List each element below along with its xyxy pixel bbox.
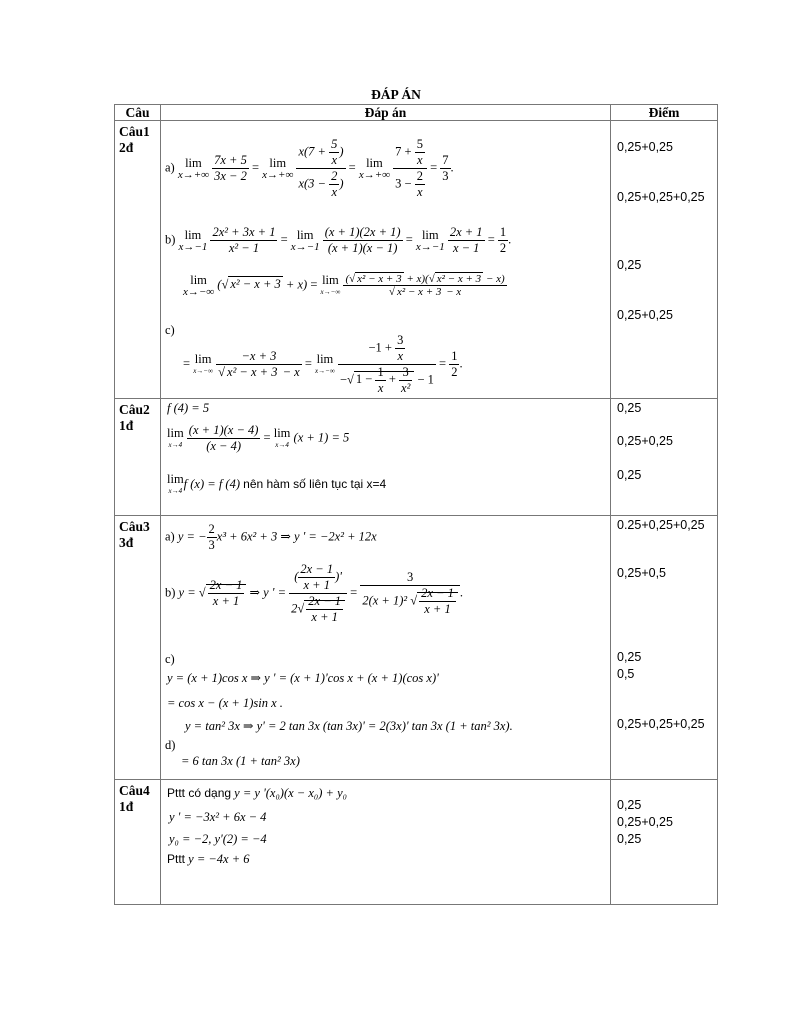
answer-3c-label	[165, 652, 175, 667]
score: 0,5	[617, 667, 635, 681]
question-label: Câu2 1đ	[115, 399, 161, 516]
table-row	[115, 121, 718, 399]
answer-1c-line1: lim x→−∞ (√ x² − x + 3 + x) = lim x→−∞ $\frac{\text{(√ x² − x + 3 + x)(√ x² − x + 3 − x)}}{\text{√ x² − x + 3 − x}}$	[183, 272, 505, 298]
score: 0,25	[617, 832, 642, 846]
score: 0,25+0,5	[617, 566, 667, 580]
score: 0,25	[617, 258, 642, 272]
score: 0,25	[617, 650, 642, 664]
score: 0,25	[617, 798, 642, 812]
score-cell	[611, 121, 718, 399]
question-label: Câu1 2đ	[115, 121, 161, 399]
score: 0,25+0,25	[617, 815, 673, 829]
question-label: Câu3 3đ	[115, 516, 161, 780]
answer-3d-label	[165, 738, 175, 753]
answer-3c-line2: = cos x − (x + 1)sin x .	[167, 696, 283, 710]
score: 0,25	[617, 468, 642, 482]
answer-table	[114, 104, 718, 905]
table-row	[115, 399, 718, 516]
table-row	[115, 780, 718, 905]
header-diem: Điểm	[611, 105, 718, 121]
answer-1b: b) lim x→−1 $\frac{\text{2x² + 3x + 1}}{\text{x² − 1}}$ = lim x→−1 $\frac{(x + 1)(2x + 1)}{(x + 1)(x - 1)}$ = lim x→−1 $\frac{2x + 1}{x - 1}$ = $\frac{1}{2}$ .	[165, 225, 512, 255]
score: 0,25+0,25+0,25	[617, 190, 705, 204]
table-header-row	[115, 105, 718, 121]
answer-4-line3: y₀ = −2, y'(2) = −4	[169, 832, 267, 846]
text-label: Pttt	[167, 852, 186, 866]
answer-4-line2: y ' = −3x² + 6x − 4	[169, 810, 267, 824]
page-title: ĐÁP ÁN	[371, 87, 421, 102]
answer-4-line4: Pttt y = −4x + 6	[167, 852, 250, 866]
answer-2-line1: f (4) = 5	[167, 401, 210, 415]
answer-3c-line1: y = (x + 1)cos x ⇒ y ' = (x + 1)'cos x + (x + 1)(cos x)'	[167, 671, 439, 685]
score: 0,25+0,25	[617, 140, 673, 154]
header-dapan: Đáp án	[161, 105, 611, 121]
score: 0,25+0,25	[617, 308, 673, 322]
part-label: b)	[165, 232, 176, 247]
part-label: c)	[165, 652, 175, 666]
answer-cell	[161, 516, 611, 780]
question-label: Câu4 1đ	[115, 780, 161, 905]
header-cau: Câu	[115, 105, 161, 121]
score: 0,25+0,25+0,25	[617, 717, 705, 731]
score: 0.25+0,25+0,25	[617, 518, 705, 532]
score-cell	[611, 399, 718, 516]
answer-3d-line2: = 6 tan 3x (1 + tan² 3x)	[181, 754, 300, 768]
part-label: d)	[165, 738, 176, 752]
answer-4-line1: Pttt có dạng y = y '(x₀)(x − x₀) + y₀	[167, 786, 348, 800]
answer-cell	[161, 780, 611, 905]
score: 0,25	[617, 401, 642, 415]
conclusion-text: nên hàm số liên tục tại x=4	[243, 476, 387, 491]
answer-1a: a) lim x→+∞ $\frac{7x + 5}{3x - 2}$ = lim x→+∞ x(7 + $\frac{5}{x}$ ) x(3 − $\frac{2}{x}$ ) = lim x→+∞ 7 + $\frac{5}{x}$ 3 − $\frac{2}{x}$ = $\frac{7}{3}$ .	[165, 137, 454, 199]
answer-3a: a) y = − $\frac{2}{3}$ x³ + 6x² + 3 ⇒ y ' = −2x² + 12x	[165, 522, 377, 552]
answer-3b: b) y = √ $\frac{2x - 1}{x + 1}$ ⇒ y ' = ( $\frac{2x - 1}{x + 1}$ )' 2√ $\frac{2x - 1}{x + 1}$ = 3 2(x + 1)² √ $\frac{2x - 1}{x + 1}$ .	[165, 562, 463, 624]
answer-2-line3: lim x→4 f (x) = f (4) nên hàm số liên tục tại x=4	[167, 472, 387, 495]
table-row	[115, 516, 718, 780]
part-label: b)	[165, 585, 176, 600]
answer-1c-line2: = lim x→−∞ $\frac{-x + 3}{\text{√ x² − x + 3 − x}}$ = lim x→−∞ −1 + $\frac{3}{x}$ −√ 1 − $\frac{1}{x}$ + $\frac{3}{\text{x²}}$ − 1 = $\frac{1}{2}$ .	[183, 333, 463, 395]
answer-1c-label	[165, 323, 175, 338]
text-label: Pttt có dạng	[167, 786, 232, 800]
part-label: c)	[165, 323, 175, 337]
score-cell	[611, 516, 718, 780]
score: 0,25+0,25	[617, 434, 673, 448]
part-label: a)	[165, 160, 175, 175]
score-cell	[611, 780, 718, 905]
answer-cell	[161, 399, 611, 516]
answer-3d-line1: y = tan² 3x ⇒ y' = 2 tan 3x (tan 3x)' = 2(3x)' tan 3x (1 + tan² 3x).	[185, 719, 513, 733]
answer-cell	[161, 121, 611, 399]
answer-2-line2: lim x→4 $\frac{(x + 1)(x - 4)}{(x - 4)}$ = lim x→4 (x + 1) = 5	[167, 423, 350, 453]
part-label: a)	[165, 529, 175, 544]
